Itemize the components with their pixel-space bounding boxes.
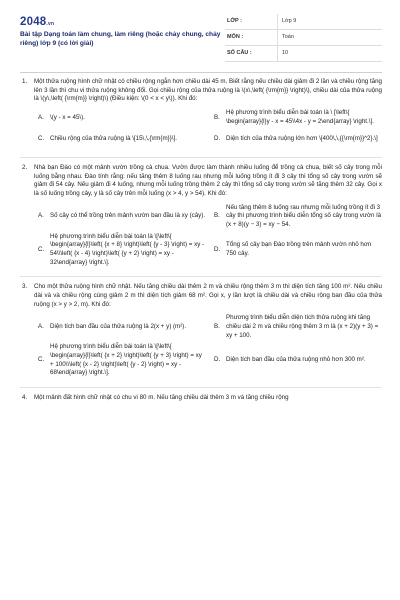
question-text: Nhà bạn Đào có một mảnh vườn trồng cà chua. Vườn được làm thành nhiều luống để trồng cà chua, biết số cây trong mỗi luống bằng nhau. Đào tính rằng: nếu tăng thêm 8 luống rau nhưng mỗi luống trồng ít đi 3 cây thì tổng số cây trong vườn sẽ giảm đi 54 cây. Nếu giảm đi 4 luống, nhưng mỗi luống trồng thêm 2 cây thì tổng số cây trong vườn sẽ tăng thêm 32 cây. Gọi x là số luống trồng cây, y là số cây trên mỗi luống (x > 4, y > 54). Khi đó: bbox=[34, 164, 382, 198]
option-d[interactable]: D. Diện tích ban đầu của thửa ruộng nhỏ hơn 300 m². bbox=[214, 356, 366, 364]
question-divider bbox=[20, 387, 382, 388]
option-c[interactable]: C. Hệ phương trình biểu diễn bài toán là \[\left\{ \begin{array}{l}\left( {x + 8} \right)\left( {y - 3} \right) = xy - 54\\\left( {x - 4} \right)\left( {y + 2} \right) = xy - 32\end{array} \right.\]. bbox=[38, 232, 205, 266]
option-b[interactable]: B. Hệ phương trình biểu diễn bài toán là \ [\left\{ \begin{array}{l}y - x = 45\\4x - y = 2\end{array} \right.\]. bbox=[214, 109, 374, 126]
question-options bbox=[34, 109, 382, 151]
document-header bbox=[20, 14, 382, 64]
option-a[interactable]: A. \(y - x = 45\). bbox=[38, 113, 85, 121]
option-a[interactable]: A. Số cây có thể trồng trên mảnh vườn ban đầu là xy (cây). bbox=[38, 212, 206, 220]
document-title: Bài tập Dạng toán làm chung, làm riêng (hoặc chảy chung, chảy riêng) lớp 9 (có lời giải) bbox=[20, 31, 221, 47]
question-text: Cho một thửa ruộng hình chữ nhật. Nếu tăng chiều dài thêm 2 m và chiều rộng thêm 3 m thì diện tích tăng 100 m². Nếu chiều dài và và chiều rộng cùng giảm 2 m thì diện tích giảm 68 m². Gọi x, y lần lượt là chiều dài và chiều rộng ban đầu của thửa ruộng (x > y > 2, m). Khi đó: bbox=[34, 283, 382, 308]
question-text: Một mảnh đất hình chữ nhật có chu vi 80 m. Nếu tăng chiều dài thêm 3 m và tăng chiều rộng bbox=[34, 394, 289, 402]
question-4: 4. Một mảnh đất hình chữ nhật có chu vi 80 m. Nếu tăng chiều dài thêm 3 m và tăng chiều rộng bbox=[20, 394, 382, 403]
option-b[interactable]: B. Nếu tăng thêm 8 luống rau nhưng mỗi luống trồng ít đi 3 cây thì phương trình biểu diễn tổng số cây trong vườn là (x + 8)(y − 3) = xy − 54. bbox=[214, 203, 382, 229]
question-options bbox=[34, 314, 382, 381]
question-divider bbox=[20, 157, 382, 158]
question-text: Một thửa ruộng hình chữ nhật có chiều rộng ngắn hơn chiều dài 45 m. Biết rằng nếu chiều dài giảm đi 2 lần và chiều rộng tăng lên 3 lần thì chu vi thửa ruộng không đổi. Gọi chiều rộng của thửa ruộng là \(x\,\left( {\rm{m}} \right)\), chiều dài của thửa ruộng là \(y\,\left( {\rm{m}} \right)\) (Điều kiện: \(0 < x < y\)). Khi đó: bbox=[34, 78, 382, 103]
meta-row-count: SỐ CÂU : 10 bbox=[225, 46, 382, 62]
option-c[interactable]: C. Chiều rộng của thửa ruộng là \[15\,\,{\rm{m}}\]. bbox=[38, 134, 177, 142]
header-divider bbox=[20, 72, 382, 73]
question-3: 3. Cho một thửa ruộng hình chữ nhật. Nếu tăng chiều dài thêm 2 m và chiều rộng thêm 3 m thì diện tích tăng 100 m². Nếu chiều dài và và chiều rộng cùng giảm 2 m thì diện tích giảm 68 m². Gọi x, y lần lượt là chiều dài và chiều rộng ban đầu của thửa ruộng (x > y > 2, m). Khi đó: A. Diện tích ban đầu của thửa ruộng là 2(x + y) (m²). B. Phương trình biểu diễn diện tích thửa ruộng khi tăng chiều dài 2 m và chiều rộng thêm 3 m là (x + 2)(y + 3) = xy + 100. C. Hệ phương trình biểu diễn bài toán là \[\left\{ \begin{array}{l}\left( {x + 2} \right)\left( {y + 3} \right) = xy + 100\\\left( {x - 2} \right)\left( {y - 2} \right) = xy - 68\end{array} \right.\]. D. Diện tích ban đầu của thửa ruộng nhỏ hơn 300 m². bbox=[20, 283, 382, 381]
question-options bbox=[34, 204, 382, 271]
option-a[interactable]: A. Diện tích ban đầu của thửa ruộng là 2(x + y) (m²). bbox=[38, 323, 187, 331]
option-d[interactable]: D. Diện tích của thửa ruộng lớn hơn \[400\,\,{{\rm{m}}^2}.\] bbox=[214, 134, 378, 142]
option-c[interactable]: C. Hệ phương trình biểu diễn bài toán là \[\left\{ \begin{array}{l}\left( {x + 2} \right)\left( {y + 3} \right) = xy + 100\\\left( {x - 2} \right)\left( {y - 2} \right) = xy - 68\end{array} \right.\]. bbox=[38, 343, 202, 377]
site-logo[interactable]: 2048.vn bbox=[20, 16, 55, 28]
question-list bbox=[20, 78, 382, 409]
option-b[interactable]: B. Phương trình biểu diễn diện tích thửa ruộng khi tăng chiều dài 2 m và chiều rộng thêm 3 m là (x + 2)(y + 3) = xy + 100. bbox=[214, 314, 379, 339]
question-divider bbox=[20, 276, 382, 277]
question-2: 2. Nhà bạn Đào có một mảnh vườn trồng cà chua. Vườn được làm thành nhiều luống để trồng cà chua, biết số cây trong mỗi luống bằng nhau. Đào tính rằng: nếu tăng thêm 8 luống rau nhưng mỗi luống trồng ít đi 3 cây thì tổng số cây trong vườn sẽ giảm đi 54 cây. Nếu giảm đi 4 luống, nhưng mỗi luống trồng thêm 2 cây thì tổng số cây trong vườn sẽ tăng thêm 32 cây. Gọi x là số luống trồng cây, y là số cây trên mỗi luống (x > 4, y > 54). Khi đó: A. Số cây có thể trồng trên mảnh vườn ban đầu là xy (cây). B. Nếu tăng thêm 8 luống rau nhưng mỗi luống trồng ít đi 3 cây thì phương trình biểu diễn tổng số cây trong vườn là (x + 8)(y − 3) = xy − 54. C. Hệ phương trình biểu diễn bài toán là \[\left\{ \begin{array}{l}\left( {x + 8} \right)\left( {y - 3} \right) = xy - 54\\\left( {x - 4} \right)\left( {y + 2} \right) = xy - 32\end{array} \right.\]. D. Tổng số cây bạn Đào trồng trên mảnh vườn nhỏ hơn 750 cây. bbox=[20, 164, 382, 270]
meta-table bbox=[225, 14, 382, 62]
meta-row-subject: MÔN : Toán bbox=[225, 30, 382, 46]
question-1: 1. Một thửa ruộng hình chữ nhật có chiều rộng ngắn hơn chiều dài 45 m. Biết rằng nếu chiều dài giảm đi 2 lần và chiều rộng tăng lên 3 lần thì chu vi thửa ruộng không đổi. Gọi chiều rộng của thửa ruộng là \(x\,\left( {\rm{m}} \right)\), chiều dài của thửa ruộng là \(y\,\left( {\rm{m}} \right)\) (Điều kiện: \(0 < x < y\)). Khi đó: A. \(y - x = 45\). B. Hệ phương trình biểu diễn bài toán là \ [\left\{ \begin{array}{l}y - x = 45\\4x - y = 2\end{array} \right.\]. C. Chiều rộng của thửa ruộng là \[15\,\,{\rm{m}}\]. D. Diện tích của thửa ruộng lớn hơn \[400\,\,{{\rm{m}}^2}.\] bbox=[20, 78, 382, 151]
option-d[interactable]: D. Tổng số cây bạn Đào trồng trên mảnh vườn nhỏ hơn 750 cây. bbox=[214, 241, 372, 258]
meta-row-grade: LỚP : Lớp 9 bbox=[225, 14, 382, 30]
